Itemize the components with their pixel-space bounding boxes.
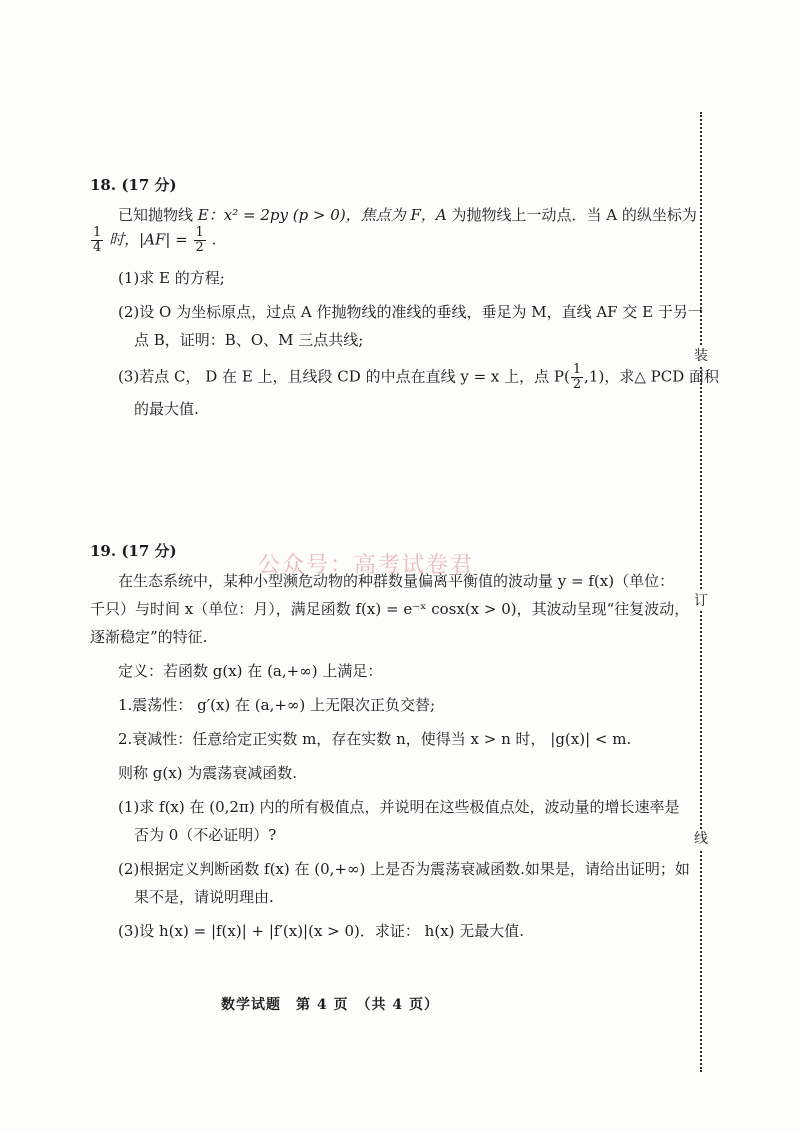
binding-char-zhuang: 装 (694, 348, 708, 364)
page-footer: 数学试题 第 4 页 （共 4 页） (221, 997, 439, 1013)
q18-text-d: 为抛物线上一动点．当 A 的纵坐标为 (451, 206, 697, 224)
q18-text-a: 已知抛物线 (118, 206, 194, 224)
problem-19 (90, 540, 690, 942)
problem-19-part-3: (3)设 h(x) = |f(x)| + |f′(x)|(x > 0)．求证： h(x) 无最大值. (118, 922, 525, 940)
problem-19-statement-line-2: 千只）与时间 x（单位：月），满足函数 f(x) = e⁻ˣ cosx(x > 0)，其波动呈现“往复波动， (90, 600, 690, 618)
problem-19-part-1-line-1: (1)求 f(x) 在 (0,2π) 内的所有极值点，并说明在这些极值点处，波动量的增长速率是 (118, 798, 680, 816)
fraction-one-half: $\frac{1}{2}$ (195, 225, 204, 255)
q18-part-3-text-a: (3)若点 C， D 在 E 上，且线段 CD 的中点在直线 y = x 上，点 P( (118, 367, 570, 386)
problem-18-heading: 18. (17 分) (90, 176, 177, 194)
problem-18-statement-line-1 (90, 204, 697, 226)
problem-18-statement-line-2 (90, 226, 675, 255)
problem-19-criterion-1: 1.震荡性： g′(x) 在 (a,+∞) 上无限次正负交替; (118, 696, 436, 714)
binding-char-ding: 订 (694, 593, 708, 609)
problem-18 (90, 174, 719, 420)
problem-18-part-3-line-1 (90, 362, 719, 392)
fraction-one-half-point: $\frac{1}{2}$ (572, 362, 582, 392)
problem-18-part-1: (1)求 E 的方程; (118, 269, 225, 287)
q18-point-names: F，A (410, 206, 447, 224)
q18-period: . (211, 230, 217, 249)
problem-19-part-2-line-1: (2)根据定义判断函数 f(x) 在 (0,+∞) 上是否为震荡衰减函数.如果是，请给出证明；如 (118, 860, 690, 878)
problem-18-part-2-line-1: (2)设 O 为坐标原点，过点 A 作抛物线的准线的垂线，垂足为 M，直线 AF 交 E 于另一 (118, 303, 703, 321)
problem-19-statement-line-3: 逐渐稳定”的特征. (90, 628, 208, 646)
q18-condition: 时，|AF| = (109, 230, 188, 249)
watermark: 公众号：高考试卷君 (258, 553, 475, 578)
fraction-one-quarter: $\frac{1}{4}$ (93, 225, 102, 255)
q18-parabola-equation: E：x² = 2py (p > 0)，焦点为 (197, 206, 406, 224)
problem-19-part-1-line-2: 否为 0（不必证明）? (134, 826, 277, 844)
problem-19-statement-line-1: 在生态系统中，某种小型濒危动物的种群数量偏离平衡值的波动量 y = f(x)（单位： (118, 572, 675, 590)
problem-19-conclusion: 则称 g(x) 为震荡衰减函数. (118, 764, 298, 782)
binding-char-xian: 线 (694, 831, 708, 847)
problem-19-definition: 定义：若函数 g(x) 在 (a,+∞) 上满足： (118, 662, 383, 680)
problem-19-criterion-2: 2.衰减性：任意给定正实数 m，存在实数 n，使得当 x > n 时， |g(x)| < m. (118, 730, 632, 748)
problem-19-heading: 19. (17 分) (90, 542, 177, 560)
problem-19-part-2-line-2: 果不是，请说明理由. (134, 888, 274, 906)
problem-18-part-2-line-2: 点 B，证明：B、O、M 三点共线; (134, 331, 364, 349)
q18-part-3-text-b: ,1)，求△ PCD 面积 (584, 367, 719, 386)
problem-18-part-3-line-2: 的最大值. (134, 400, 199, 418)
